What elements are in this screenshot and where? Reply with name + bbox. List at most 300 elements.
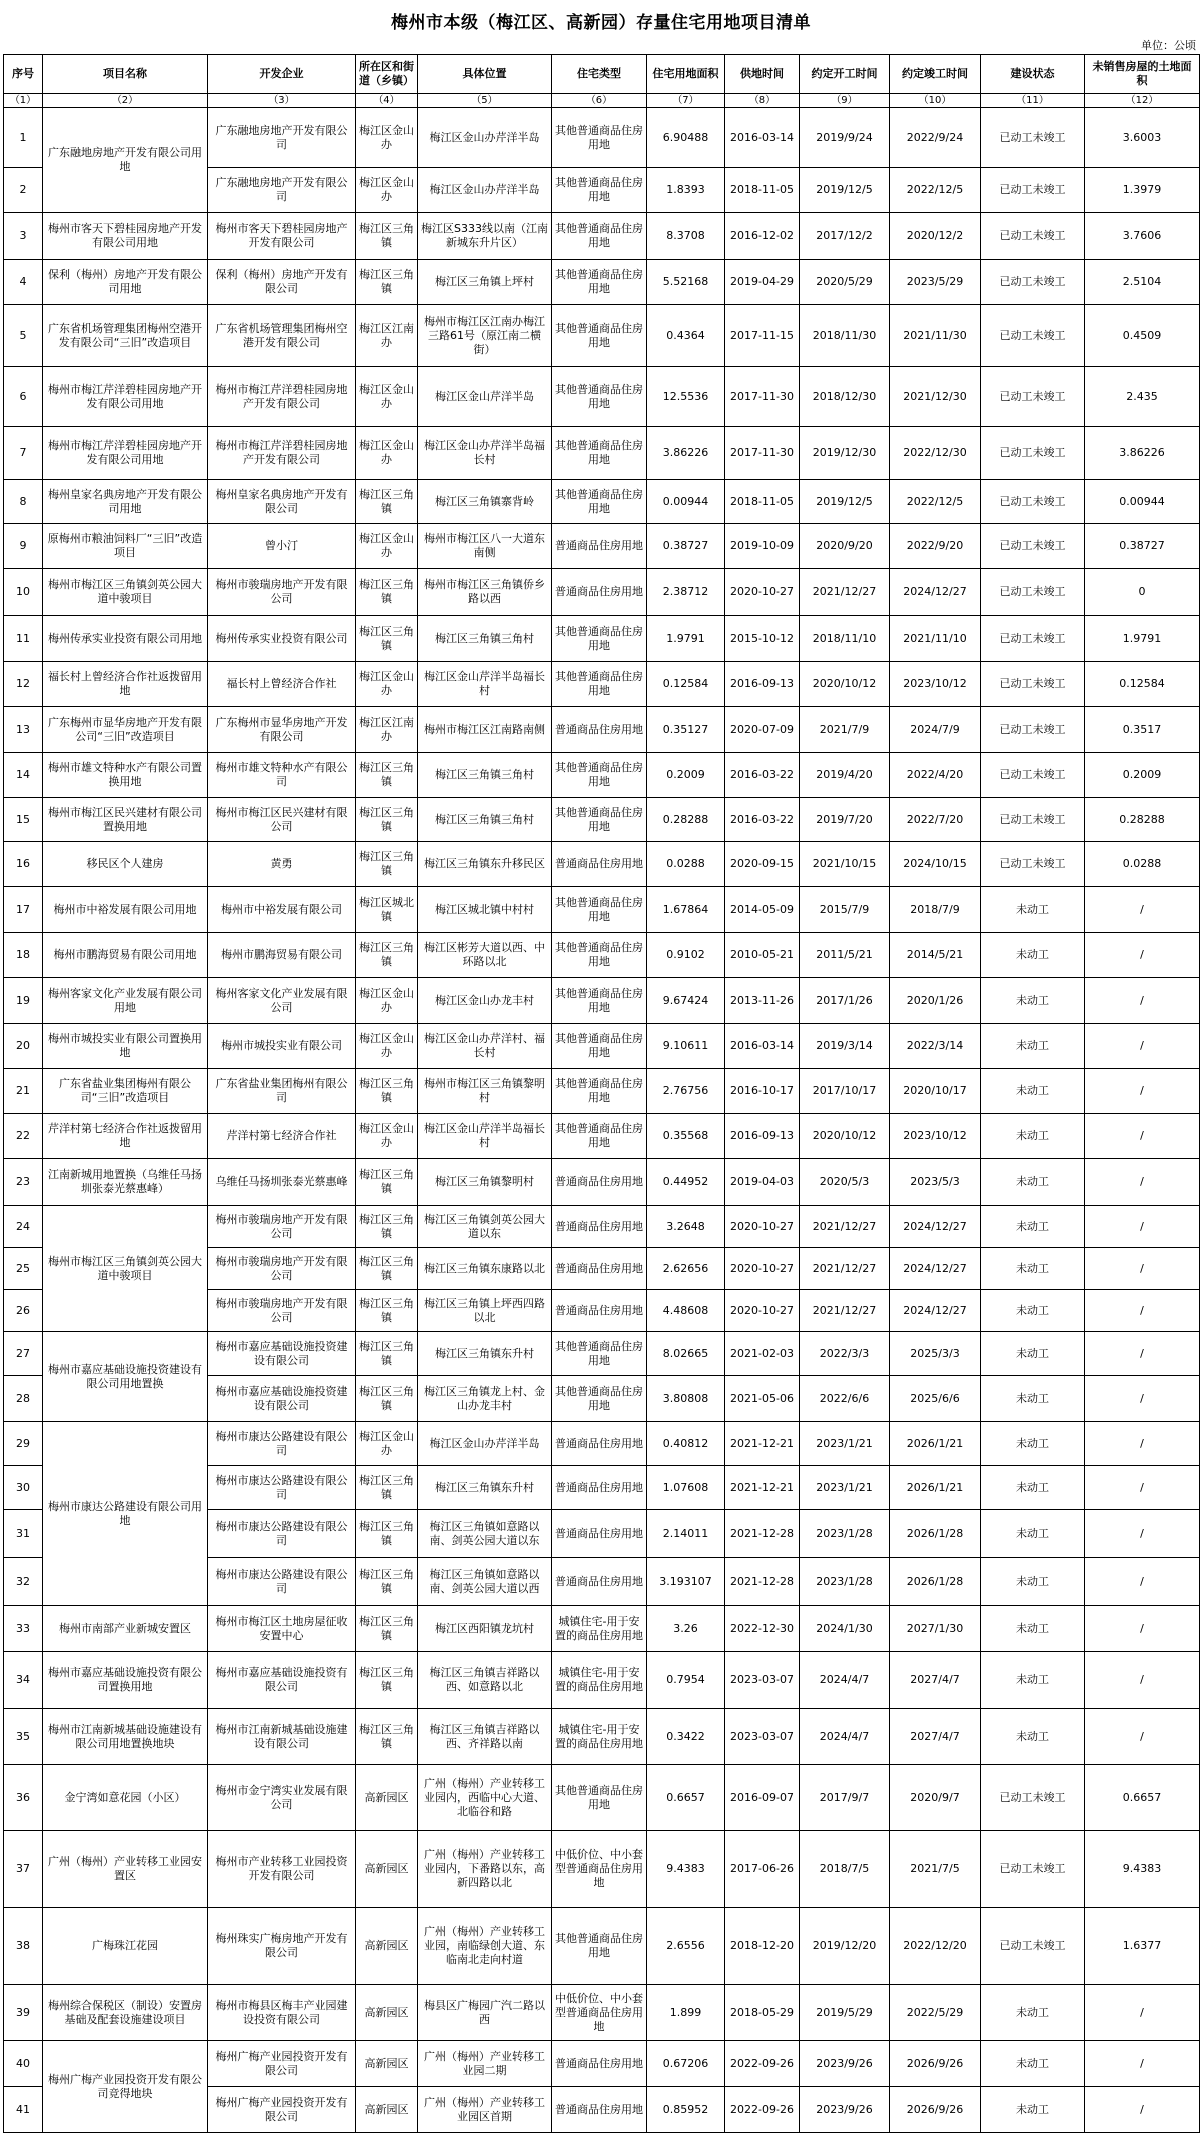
land-area-cell: 0.35127 bbox=[647, 707, 725, 753]
land-area-cell: 12.5536 bbox=[647, 367, 725, 427]
district-cell: 梅江区江南办 bbox=[356, 305, 418, 367]
unsold-area-cell: / bbox=[1085, 1606, 1200, 1652]
table-row bbox=[4, 1908, 1200, 1985]
housing-type-cell: 其他普通商品住房用地 bbox=[552, 1332, 647, 1376]
construction-status-cell: 未动工 bbox=[981, 1985, 1085, 2041]
district-cell: 梅江区三角镇 bbox=[356, 1466, 418, 1510]
housing-type-cell: 普通商品住房用地 bbox=[552, 1248, 647, 1290]
developer-cell: 梅州广梅产业园投资开发有限公司 bbox=[208, 2087, 356, 2133]
land-area-cell: 2.62656 bbox=[647, 1248, 725, 1290]
land-area-cell: 0.12584 bbox=[647, 662, 725, 707]
completion-date-cell: 2021/11/30 bbox=[890, 305, 981, 367]
location-cell: 梅江区三角镇如意路以南、剑英公园大道以东 bbox=[418, 1510, 552, 1558]
housing-type-cell: 其他普通商品住房用地 bbox=[552, 213, 647, 260]
supply-date-cell: 2016-09-07 bbox=[725, 1765, 800, 1831]
district-cell: 梅江区金山办 bbox=[356, 662, 418, 707]
column-header: 供地时间 bbox=[725, 55, 800, 94]
land-area-cell: 1.67864 bbox=[647, 887, 725, 933]
column-index: （8） bbox=[725, 94, 800, 108]
construction-status-cell: 未动工 bbox=[981, 1069, 1085, 1114]
project-name-cell: 移民区个人建房 bbox=[43, 842, 208, 887]
developer-cell: 梅州市客天下碧桂园房地产开发有限公司 bbox=[208, 213, 356, 260]
table-row bbox=[4, 1831, 1200, 1908]
construction-status-cell: 已动工未竣工 bbox=[981, 753, 1085, 798]
supply-date-cell: 2020-10-27 bbox=[725, 1206, 800, 1248]
location-cell: 梅江区城北镇中村村 bbox=[418, 887, 552, 933]
table-row bbox=[4, 933, 1200, 978]
column-index: （5） bbox=[418, 94, 552, 108]
row-number-cell: 16 bbox=[4, 842, 43, 887]
completion-date-cell: 2025/3/3 bbox=[890, 1332, 981, 1376]
project-name-cell: 广东省盐业集团梅州有限公司“三旧”改造项目 bbox=[43, 1069, 208, 1114]
construction-status-cell: 已动工未竣工 bbox=[981, 798, 1085, 842]
supply-date-cell: 2021-12-21 bbox=[725, 1466, 800, 1510]
housing-type-cell: 中低价位、中小套型普通商品住房用地 bbox=[552, 1985, 647, 2041]
table-row bbox=[4, 524, 1200, 569]
location-cell: 梅江区三角镇三角村 bbox=[418, 798, 552, 842]
unsold-area-cell: / bbox=[1085, 933, 1200, 978]
land-area-cell: 9.4383 bbox=[647, 1831, 725, 1908]
location-cell: 梅江区西阳镇龙坑村 bbox=[418, 1606, 552, 1652]
completion-date-cell: 2024/12/27 bbox=[890, 1248, 981, 1290]
developer-cell: 梅州广梅产业园投资开发有限公司 bbox=[208, 2041, 356, 2087]
district-cell: 梅江区金山办 bbox=[356, 524, 418, 569]
housing-type-cell: 城镇住宅-用于安置的商品住房用地 bbox=[552, 1652, 647, 1709]
housing-type-cell: 普通商品住房用地 bbox=[552, 1510, 647, 1558]
supply-date-cell: 2022-09-26 bbox=[725, 2041, 800, 2087]
column-header: 约定开工时间 bbox=[800, 55, 890, 94]
developer-cell: 广东省盐业集团梅州有限公司 bbox=[208, 1069, 356, 1114]
column-index: （12） bbox=[1085, 94, 1200, 108]
supply-date-cell: 2016-09-13 bbox=[725, 1114, 800, 1159]
row-number-cell: 11 bbox=[4, 616, 43, 662]
table-row bbox=[4, 1765, 1200, 1831]
row-number-cell: 9 bbox=[4, 524, 43, 569]
unsold-area-cell: / bbox=[1085, 1206, 1200, 1248]
land-area-cell: 0.9102 bbox=[647, 933, 725, 978]
start-date-cell: 2018/7/5 bbox=[800, 1831, 890, 1908]
location-cell: 广州（梅州）产业转移工业园内，下番路以东，高新四路以北 bbox=[418, 1831, 552, 1908]
table-row bbox=[4, 1422, 1200, 1466]
project-name-cell: 梅州市江南新城基础设施建设有限公司用地置换地块 bbox=[43, 1709, 208, 1765]
start-date-cell: 2019/12/5 bbox=[800, 480, 890, 524]
district-cell: 梅江区三角镇 bbox=[356, 933, 418, 978]
start-date-cell: 2023/1/28 bbox=[800, 1558, 890, 1606]
completion-date-cell: 2022/7/20 bbox=[890, 798, 981, 842]
table-row bbox=[4, 616, 1200, 662]
location-cell: 梅江区三角镇上坪村 bbox=[418, 260, 552, 305]
start-date-cell: 2018/11/10 bbox=[800, 616, 890, 662]
construction-status-cell: 已动工未竣工 bbox=[981, 168, 1085, 213]
housing-type-cell: 普通商品住房用地 bbox=[552, 2041, 647, 2087]
unsold-area-cell: / bbox=[1085, 1376, 1200, 1422]
start-date-cell: 2021/12/27 bbox=[800, 569, 890, 616]
land-area-cell: 5.52168 bbox=[647, 260, 725, 305]
developer-cell: 梅州市江南新城基础设施建设有限公司 bbox=[208, 1709, 356, 1765]
completion-date-cell: 2020/12/2 bbox=[890, 213, 981, 260]
developer-cell: 梅州市骏瑞房地产开发有限公司 bbox=[208, 569, 356, 616]
unsold-area-cell: 2.435 bbox=[1085, 367, 1200, 427]
start-date-cell: 2021/7/9 bbox=[800, 707, 890, 753]
construction-status-cell: 未动工 bbox=[981, 887, 1085, 933]
housing-type-cell: 其他普通商品住房用地 bbox=[552, 260, 647, 305]
district-cell: 梅江区金山办 bbox=[356, 1422, 418, 1466]
housing-type-cell: 其他普通商品住房用地 bbox=[552, 887, 647, 933]
developer-cell: 梅州市骏瑞房地产开发有限公司 bbox=[208, 1290, 356, 1332]
project-name-cell: 广东梅州市显华房地产开发有限公司“三旧”改造项目 bbox=[43, 707, 208, 753]
construction-status-cell: 未动工 bbox=[981, 1466, 1085, 1510]
land-area-cell: 3.2648 bbox=[647, 1206, 725, 1248]
column-header: 约定竣工时间 bbox=[890, 55, 981, 94]
land-area-cell: 1.07608 bbox=[647, 1466, 725, 1510]
construction-status-cell: 未动工 bbox=[981, 978, 1085, 1024]
district-cell: 梅江区三角镇 bbox=[356, 260, 418, 305]
project-name-cell: 广梅珠江花园 bbox=[43, 1908, 208, 1985]
row-number-cell: 12 bbox=[4, 662, 43, 707]
unit-note: 单位：公顷 bbox=[1141, 39, 1196, 52]
row-number-cell: 4 bbox=[4, 260, 43, 305]
land-area-cell: 4.48608 bbox=[647, 1290, 725, 1332]
land-area-cell: 8.02665 bbox=[647, 1332, 725, 1376]
row-number-cell: 28 bbox=[4, 1376, 43, 1422]
developer-cell: 梅州市梅江芹洋碧桂园房地产开发有限公司 bbox=[208, 427, 356, 480]
land-area-cell: 0.35568 bbox=[647, 1114, 725, 1159]
location-cell: 梅江区三角镇东升村 bbox=[418, 1466, 552, 1510]
district-cell: 梅江区三角镇 bbox=[356, 1206, 418, 1248]
location-cell: 梅江区S333线以南（江南新城东升片区） bbox=[418, 213, 552, 260]
supply-date-cell: 2016-03-22 bbox=[725, 753, 800, 798]
supply-date-cell: 2010-05-21 bbox=[725, 933, 800, 978]
land-area-cell: 9.10611 bbox=[647, 1024, 725, 1069]
supply-date-cell: 2021-05-06 bbox=[725, 1376, 800, 1422]
supply-date-cell: 2019-10-09 bbox=[725, 524, 800, 569]
land-area-cell: 6.90488 bbox=[647, 108, 725, 168]
unsold-area-cell: 9.4383 bbox=[1085, 1831, 1200, 1908]
unsold-area-cell: 0.00944 bbox=[1085, 480, 1200, 524]
construction-status-cell: 已动工未竣工 bbox=[981, 480, 1085, 524]
project-name-cell: 广州（梅州）产业转移工业园安置区 bbox=[43, 1831, 208, 1908]
row-number-cell: 35 bbox=[4, 1709, 43, 1765]
supply-date-cell: 2018-11-05 bbox=[725, 168, 800, 213]
start-date-cell: 2024/1/30 bbox=[800, 1606, 890, 1652]
project-name-cell: 梅州综合保税区（制设）安置房基础及配套设施建设项目 bbox=[43, 1985, 208, 2041]
land-area-cell: 0.3422 bbox=[647, 1709, 725, 1765]
column-index: （6） bbox=[552, 94, 647, 108]
location-cell: 梅州市梅江区三角镇黎明村 bbox=[418, 1069, 552, 1114]
developer-cell: 梅州市康达公路建设有限公司 bbox=[208, 1558, 356, 1606]
start-date-cell: 2015/7/9 bbox=[800, 887, 890, 933]
location-cell: 广州（梅州）产业转移工业园，南临绿创大道、东临南北走向村道 bbox=[418, 1908, 552, 1985]
location-cell: 梅江区金山办芹洋半岛 bbox=[418, 108, 552, 168]
housing-type-cell: 其他普通商品住房用地 bbox=[552, 798, 647, 842]
location-cell: 梅州市梅江区三角镇侨乡路以西 bbox=[418, 569, 552, 616]
completion-date-cell: 2024/7/9 bbox=[890, 707, 981, 753]
unsold-area-cell: / bbox=[1085, 1422, 1200, 1466]
district-cell: 梅江区三角镇 bbox=[356, 1558, 418, 1606]
district-cell: 梅江区三角镇 bbox=[356, 1248, 418, 1290]
row-number-cell: 26 bbox=[4, 1290, 43, 1332]
location-cell: 梅州市梅江区江南办梅江三路61号（原江南二横街） bbox=[418, 305, 552, 367]
start-date-cell: 2017/12/2 bbox=[800, 213, 890, 260]
start-date-cell: 2019/12/20 bbox=[800, 1908, 890, 1985]
supply-date-cell: 2019-04-03 bbox=[725, 1159, 800, 1206]
developer-cell: 梅州市骏瑞房地产开发有限公司 bbox=[208, 1206, 356, 1248]
column-header: 所在区和街道（乡镇） bbox=[356, 55, 418, 94]
supply-date-cell: 2016-03-14 bbox=[725, 108, 800, 168]
construction-status-cell: 已动工未竣工 bbox=[981, 213, 1085, 260]
row-number-cell: 34 bbox=[4, 1652, 43, 1709]
completion-date-cell: 2022/12/5 bbox=[890, 168, 981, 213]
row-number-cell: 32 bbox=[4, 1558, 43, 1606]
developer-cell: 梅州市梅江区土地房屋征收安置中心 bbox=[208, 1606, 356, 1652]
district-cell: 梅江区三角镇 bbox=[356, 1159, 418, 1206]
district-cell: 高新园区 bbox=[356, 1765, 418, 1831]
land-area-cell: 9.67424 bbox=[647, 978, 725, 1024]
row-number-cell: 23 bbox=[4, 1159, 43, 1206]
developer-cell: 黄勇 bbox=[208, 842, 356, 887]
construction-status-cell: 已动工未竣工 bbox=[981, 616, 1085, 662]
location-cell: 梅江区金山办芹洋半岛福长村 bbox=[418, 427, 552, 480]
completion-date-cell: 2026/1/21 bbox=[890, 1466, 981, 1510]
start-date-cell: 2020/5/3 bbox=[800, 1159, 890, 1206]
unsold-area-cell: / bbox=[1085, 1024, 1200, 1069]
completion-date-cell: 2024/12/27 bbox=[890, 569, 981, 616]
housing-type-cell: 普通商品住房用地 bbox=[552, 707, 647, 753]
district-cell: 梅江区三角镇 bbox=[356, 798, 418, 842]
unsold-area-cell: 0.3517 bbox=[1085, 707, 1200, 753]
table-row bbox=[4, 213, 1200, 260]
column-index: （3） bbox=[208, 94, 356, 108]
supply-date-cell: 2016-12-02 bbox=[725, 213, 800, 260]
supply-date-cell: 2021-12-28 bbox=[725, 1558, 800, 1606]
land-area-cell: 2.38712 bbox=[647, 569, 725, 616]
row-number-cell: 14 bbox=[4, 753, 43, 798]
supply-date-cell: 2020-10-27 bbox=[725, 1290, 800, 1332]
developer-cell: 梅州传承实业投资有限公司 bbox=[208, 616, 356, 662]
supply-date-cell: 2018-11-05 bbox=[725, 480, 800, 524]
table-row bbox=[4, 978, 1200, 1024]
start-date-cell: 2020/10/12 bbox=[800, 1114, 890, 1159]
location-cell: 梅江区金山办芹洋村、福长村 bbox=[418, 1024, 552, 1069]
housing-type-cell: 普通商品住房用地 bbox=[552, 524, 647, 569]
developer-cell: 梅州市康达公路建设有限公司 bbox=[208, 1422, 356, 1466]
housing-type-cell: 其他普通商品住房用地 bbox=[552, 933, 647, 978]
district-cell: 梅江区三角镇 bbox=[356, 569, 418, 616]
supply-date-cell: 2021-02-03 bbox=[725, 1332, 800, 1376]
district-cell: 高新园区 bbox=[356, 1831, 418, 1908]
unsold-area-cell: / bbox=[1085, 1159, 1200, 1206]
unsold-area-cell: / bbox=[1085, 978, 1200, 1024]
completion-date-cell: 2022/3/14 bbox=[890, 1024, 981, 1069]
row-number-cell: 27 bbox=[4, 1332, 43, 1376]
housing-type-cell: 其他普通商品住房用地 bbox=[552, 305, 647, 367]
construction-status-cell: 已动工未竣工 bbox=[981, 367, 1085, 427]
table-row bbox=[4, 1114, 1200, 1159]
location-cell: 广州（梅州）产业转移工业园二期 bbox=[418, 2041, 552, 2087]
land-area-cell: 0.4364 bbox=[647, 305, 725, 367]
developer-cell: 梅州市城投实业有限公司 bbox=[208, 1024, 356, 1069]
start-date-cell: 2022/3/3 bbox=[800, 1332, 890, 1376]
construction-status-cell: 已动工未竣工 bbox=[981, 305, 1085, 367]
unsold-area-cell: 0.6657 bbox=[1085, 1765, 1200, 1831]
table-row bbox=[4, 662, 1200, 707]
table-row bbox=[4, 1206, 1200, 1248]
completion-date-cell: 2014/5/21 bbox=[890, 933, 981, 978]
start-date-cell: 2024/4/7 bbox=[800, 1709, 890, 1765]
developer-cell: 梅州市金宁湾实业发展有限公司 bbox=[208, 1765, 356, 1831]
completion-date-cell: 2026/9/26 bbox=[890, 2041, 981, 2087]
supply-date-cell: 2023-03-07 bbox=[725, 1709, 800, 1765]
completion-date-cell: 2026/9/26 bbox=[890, 2087, 981, 2133]
land-area-cell: 0.44952 bbox=[647, 1159, 725, 1206]
unsold-area-cell: 3.6003 bbox=[1085, 108, 1200, 168]
column-header: 具体位置 bbox=[418, 55, 552, 94]
location-cell: 梅州市梅江区江南路南侧 bbox=[418, 707, 552, 753]
land-area-cell: 3.26 bbox=[647, 1606, 725, 1652]
row-number-cell: 31 bbox=[4, 1510, 43, 1558]
construction-status-cell: 已动工未竣工 bbox=[981, 707, 1085, 753]
unsold-area-cell: / bbox=[1085, 1709, 1200, 1765]
developer-cell: 芹洋村第七经济合作社 bbox=[208, 1114, 356, 1159]
table-row bbox=[4, 427, 1200, 480]
start-date-cell: 2020/9/20 bbox=[800, 524, 890, 569]
column-header: 序号 bbox=[4, 55, 43, 94]
construction-status-cell: 未动工 bbox=[981, 1558, 1085, 1606]
unsold-area-cell: 0.28288 bbox=[1085, 798, 1200, 842]
unsold-area-cell: / bbox=[1085, 1114, 1200, 1159]
column-index: （4） bbox=[356, 94, 418, 108]
start-date-cell: 2019/7/20 bbox=[800, 798, 890, 842]
construction-status-cell: 未动工 bbox=[981, 1510, 1085, 1558]
row-number-cell: 10 bbox=[4, 569, 43, 616]
district-cell: 梅江区三角镇 bbox=[356, 1652, 418, 1709]
location-cell: 梅江区金山芹洋半岛福长村 bbox=[418, 662, 552, 707]
location-cell: 梅江区金山办芹洋半岛 bbox=[418, 1422, 552, 1466]
construction-status-cell: 未动工 bbox=[981, 1206, 1085, 1248]
district-cell: 梅江区三角镇 bbox=[356, 1332, 418, 1376]
start-date-cell: 2024/4/7 bbox=[800, 1652, 890, 1709]
supply-date-cell: 2021-12-28 bbox=[725, 1510, 800, 1558]
start-date-cell: 2023/9/26 bbox=[800, 2041, 890, 2087]
project-name-cell: 金宁湾如意花园（小区） bbox=[43, 1765, 208, 1831]
unsold-area-cell: 1.9791 bbox=[1085, 616, 1200, 662]
supply-date-cell: 2017-11-15 bbox=[725, 305, 800, 367]
row-number-cell: 6 bbox=[4, 367, 43, 427]
construction-status-cell: 未动工 bbox=[981, 1159, 1085, 1206]
land-area-cell: 0.7954 bbox=[647, 1652, 725, 1709]
district-cell: 梅江区三角镇 bbox=[356, 1606, 418, 1652]
project-name-cell: 梅州客家文化产业发展有限公司用地 bbox=[43, 978, 208, 1024]
column-index-row bbox=[4, 94, 1200, 108]
project-name-cell: 梅州市客天下碧桂园房地产开发有限公司用地 bbox=[43, 213, 208, 260]
row-number-cell: 40 bbox=[4, 2041, 43, 2087]
unsold-area-cell: / bbox=[1085, 1466, 1200, 1510]
completion-date-cell: 2022/12/5 bbox=[890, 480, 981, 524]
project-name-cell: 梅州市梅江区三角镇剑英公园大道中骏项目 bbox=[43, 569, 208, 616]
row-number-cell: 36 bbox=[4, 1765, 43, 1831]
housing-type-cell: 其他普通商品住房用地 bbox=[552, 1069, 647, 1114]
start-date-cell: 2019/4/20 bbox=[800, 753, 890, 798]
housing-type-cell: 其他普通商品住房用地 bbox=[552, 1908, 647, 1985]
land-area-cell: 1.899 bbox=[647, 1985, 725, 2041]
district-cell: 梅江区三角镇 bbox=[356, 842, 418, 887]
district-cell: 梅江区金山办 bbox=[356, 1024, 418, 1069]
project-name-cell: 梅州市鹏海贸易有限公司用地 bbox=[43, 933, 208, 978]
start-date-cell: 2019/12/5 bbox=[800, 168, 890, 213]
completion-date-cell: 2022/9/24 bbox=[890, 108, 981, 168]
land-area-cell: 0.85952 bbox=[647, 2087, 725, 2133]
unsold-area-cell: 3.86226 bbox=[1085, 427, 1200, 480]
developer-cell: 梅州市康达公路建设有限公司 bbox=[208, 1466, 356, 1510]
start-date-cell: 2017/1/26 bbox=[800, 978, 890, 1024]
start-date-cell: 2011/5/21 bbox=[800, 933, 890, 978]
unsold-area-cell: 1.3979 bbox=[1085, 168, 1200, 213]
supply-date-cell: 2023-03-07 bbox=[725, 1652, 800, 1709]
developer-cell: 梅州市嘉应基础设施投资建设有限公司 bbox=[208, 1376, 356, 1422]
housing-type-cell: 城镇住宅-用于安置的商品住房用地 bbox=[552, 1606, 647, 1652]
supply-date-cell: 2022-09-26 bbox=[725, 2087, 800, 2133]
table-row bbox=[4, 367, 1200, 427]
construction-status-cell: 未动工 bbox=[981, 1024, 1085, 1069]
row-number-cell: 22 bbox=[4, 1114, 43, 1159]
column-index: （2） bbox=[43, 94, 208, 108]
unsold-area-cell: / bbox=[1085, 2087, 1200, 2133]
construction-status-cell: 未动工 bbox=[981, 1248, 1085, 1290]
project-name-cell: 梅州市中裕发展有限公司用地 bbox=[43, 887, 208, 933]
table-row bbox=[4, 1985, 1200, 2041]
housing-type-cell: 普通商品住房用地 bbox=[552, 1558, 647, 1606]
developer-cell: 广东省机场管理集团梅州空港开发有限公司 bbox=[208, 305, 356, 367]
unsold-area-cell: / bbox=[1085, 1652, 1200, 1709]
district-cell: 梅江区金山办 bbox=[356, 1114, 418, 1159]
unsold-area-cell: 1.6377 bbox=[1085, 1908, 1200, 1985]
land-area-cell: 0.67206 bbox=[647, 2041, 725, 2087]
location-cell: 梅江区三角镇寨背岭 bbox=[418, 480, 552, 524]
unsold-area-cell: 0.0288 bbox=[1085, 842, 1200, 887]
location-cell: 梅江区三角镇东升村 bbox=[418, 1332, 552, 1376]
housing-type-cell: 其他普通商品住房用地 bbox=[552, 108, 647, 168]
row-number-cell: 15 bbox=[4, 798, 43, 842]
table-row bbox=[4, 1332, 1200, 1376]
developer-cell: 梅州珠实广梅房地产开发有限公司 bbox=[208, 1908, 356, 1985]
completion-date-cell: 2018/7/9 bbox=[890, 887, 981, 933]
row-number-cell: 2 bbox=[4, 168, 43, 213]
construction-status-cell: 未动工 bbox=[981, 1290, 1085, 1332]
housing-type-cell: 其他普通商品住房用地 bbox=[552, 1765, 647, 1831]
completion-date-cell: 2022/12/20 bbox=[890, 1908, 981, 1985]
developer-cell: 梅州市骏瑞房地产开发有限公司 bbox=[208, 1248, 356, 1290]
district-cell: 高新园区 bbox=[356, 1908, 418, 1985]
project-name-cell: 梅州市城投实业有限公司置换用地 bbox=[43, 1024, 208, 1069]
location-cell: 梅江区三角镇三角村 bbox=[418, 753, 552, 798]
housing-type-cell: 普通商品住房用地 bbox=[552, 1466, 647, 1510]
housing-type-cell: 普通商品住房用地 bbox=[552, 2087, 647, 2133]
land-area-cell: 0.00944 bbox=[647, 480, 725, 524]
housing-type-cell: 其他普通商品住房用地 bbox=[552, 1114, 647, 1159]
completion-date-cell: 2020/1/26 bbox=[890, 978, 981, 1024]
district-cell: 梅江区城北镇 bbox=[356, 887, 418, 933]
land-area-cell: 0.28288 bbox=[647, 798, 725, 842]
construction-status-cell: 已动工未竣工 bbox=[981, 1908, 1085, 1985]
location-cell: 梅江区三角镇吉祥路以西、齐祥路以南 bbox=[418, 1709, 552, 1765]
supply-date-cell: 2022-12-30 bbox=[725, 1606, 800, 1652]
completion-date-cell: 2020/9/7 bbox=[890, 1765, 981, 1831]
land-area-cell: 8.3708 bbox=[647, 213, 725, 260]
developer-cell: 梅州客家文化产业发展有限公司 bbox=[208, 978, 356, 1024]
developer-cell: 梅州市康达公路建设有限公司 bbox=[208, 1510, 356, 1558]
row-number-cell: 30 bbox=[4, 1466, 43, 1510]
land-project-table bbox=[3, 54, 1200, 2133]
